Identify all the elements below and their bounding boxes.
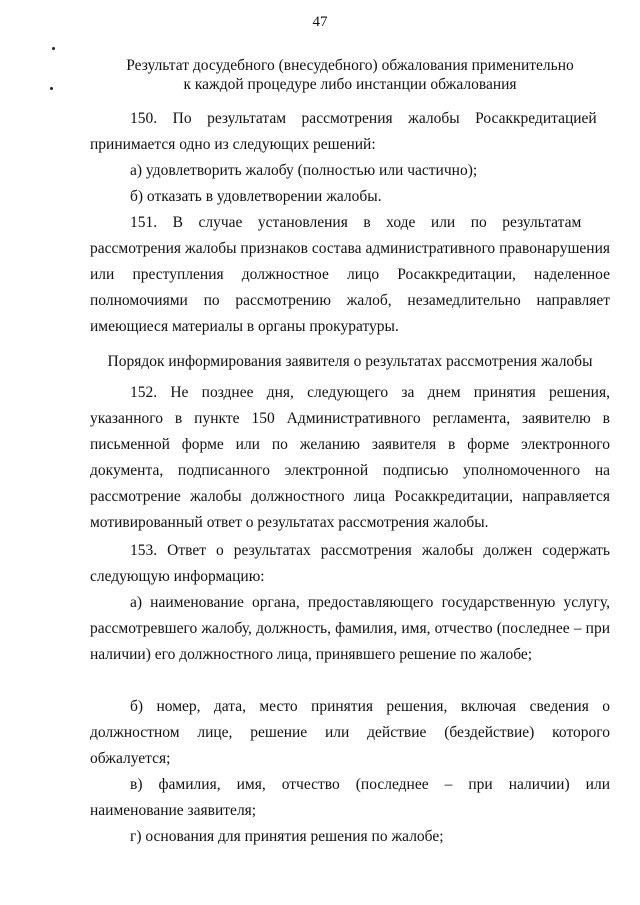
heading-line: Результат досудебного (внесудебного) обжалования применительно: [126, 57, 574, 74]
page-number: 47: [312, 14, 328, 30]
paragraph-150-b: б) отказать в удовлетворении жалобы.: [130, 188, 382, 205]
paragraph-151: 151. В случае установления в ходе или по результатам рассмотрения жалобы признаков состава административного правонарушения или преступления должностное лицо Росаккредитации, наделенное полномочиями по рассмотрению жалоб, незамедлительно направляет имеющиеся материалы в органы прокуратуры.: [90, 214, 610, 335]
paragraph-153-a: а) наименование органа, предоставляющего государственную услугу, рассмотревшего жалобу, должность, фамилия, имя, отчество (последнее – при наличии) его должностного лица, принявшего решение по жалобе;: [90, 594, 610, 663]
paragraph-150: 150. По результатам рассмотрения жалобы Росаккредитацией принимается одно из следующих решений:: [90, 110, 597, 153]
section-heading-appeal-result: [90, 56, 610, 94]
paragraph-153: 153. Ответ о результатах рассмотрения жалобы должен содержать следующую информацию:: [90, 542, 610, 585]
paragraph-153-b: б) номер, дата, место принятия решения, включая сведения о должностном лице, решение или действие (бездействие) которого обжалуется;: [90, 698, 610, 767]
paragraph-150-a: а) удовлетворить жалобу (полностью или частично);: [130, 162, 478, 179]
scan-mark-dot: [52, 47, 55, 50]
heading-line: к каждой процедуре либо инстанции обжалования: [183, 76, 517, 93]
paragraph-153-v: в) фамилия, имя, отчество (последнее – при наличии) или наименование заявителя;: [90, 776, 610, 819]
scan-mark-dot: [50, 87, 53, 90]
paragraph-153-g: г) основания для принятия решения по жалобе;: [130, 828, 444, 845]
section-heading-informing: Порядок информирования заявителя о результатах рассмотрения жалобы: [107, 353, 593, 370]
paragraph-152: 152. Не позднее дня, следующего за днем принятия решения, указанного в пункте 150 Административного регламента, заявителю в письменной форме или по желанию заявителя в форме электронного документа, подписанного электронной подписью уполномоченного на рассмотрение жалобы должностного лица Росаккредитации, направляется мотивированный ответ о результатах рассмотрения жалобы.: [90, 384, 610, 531]
